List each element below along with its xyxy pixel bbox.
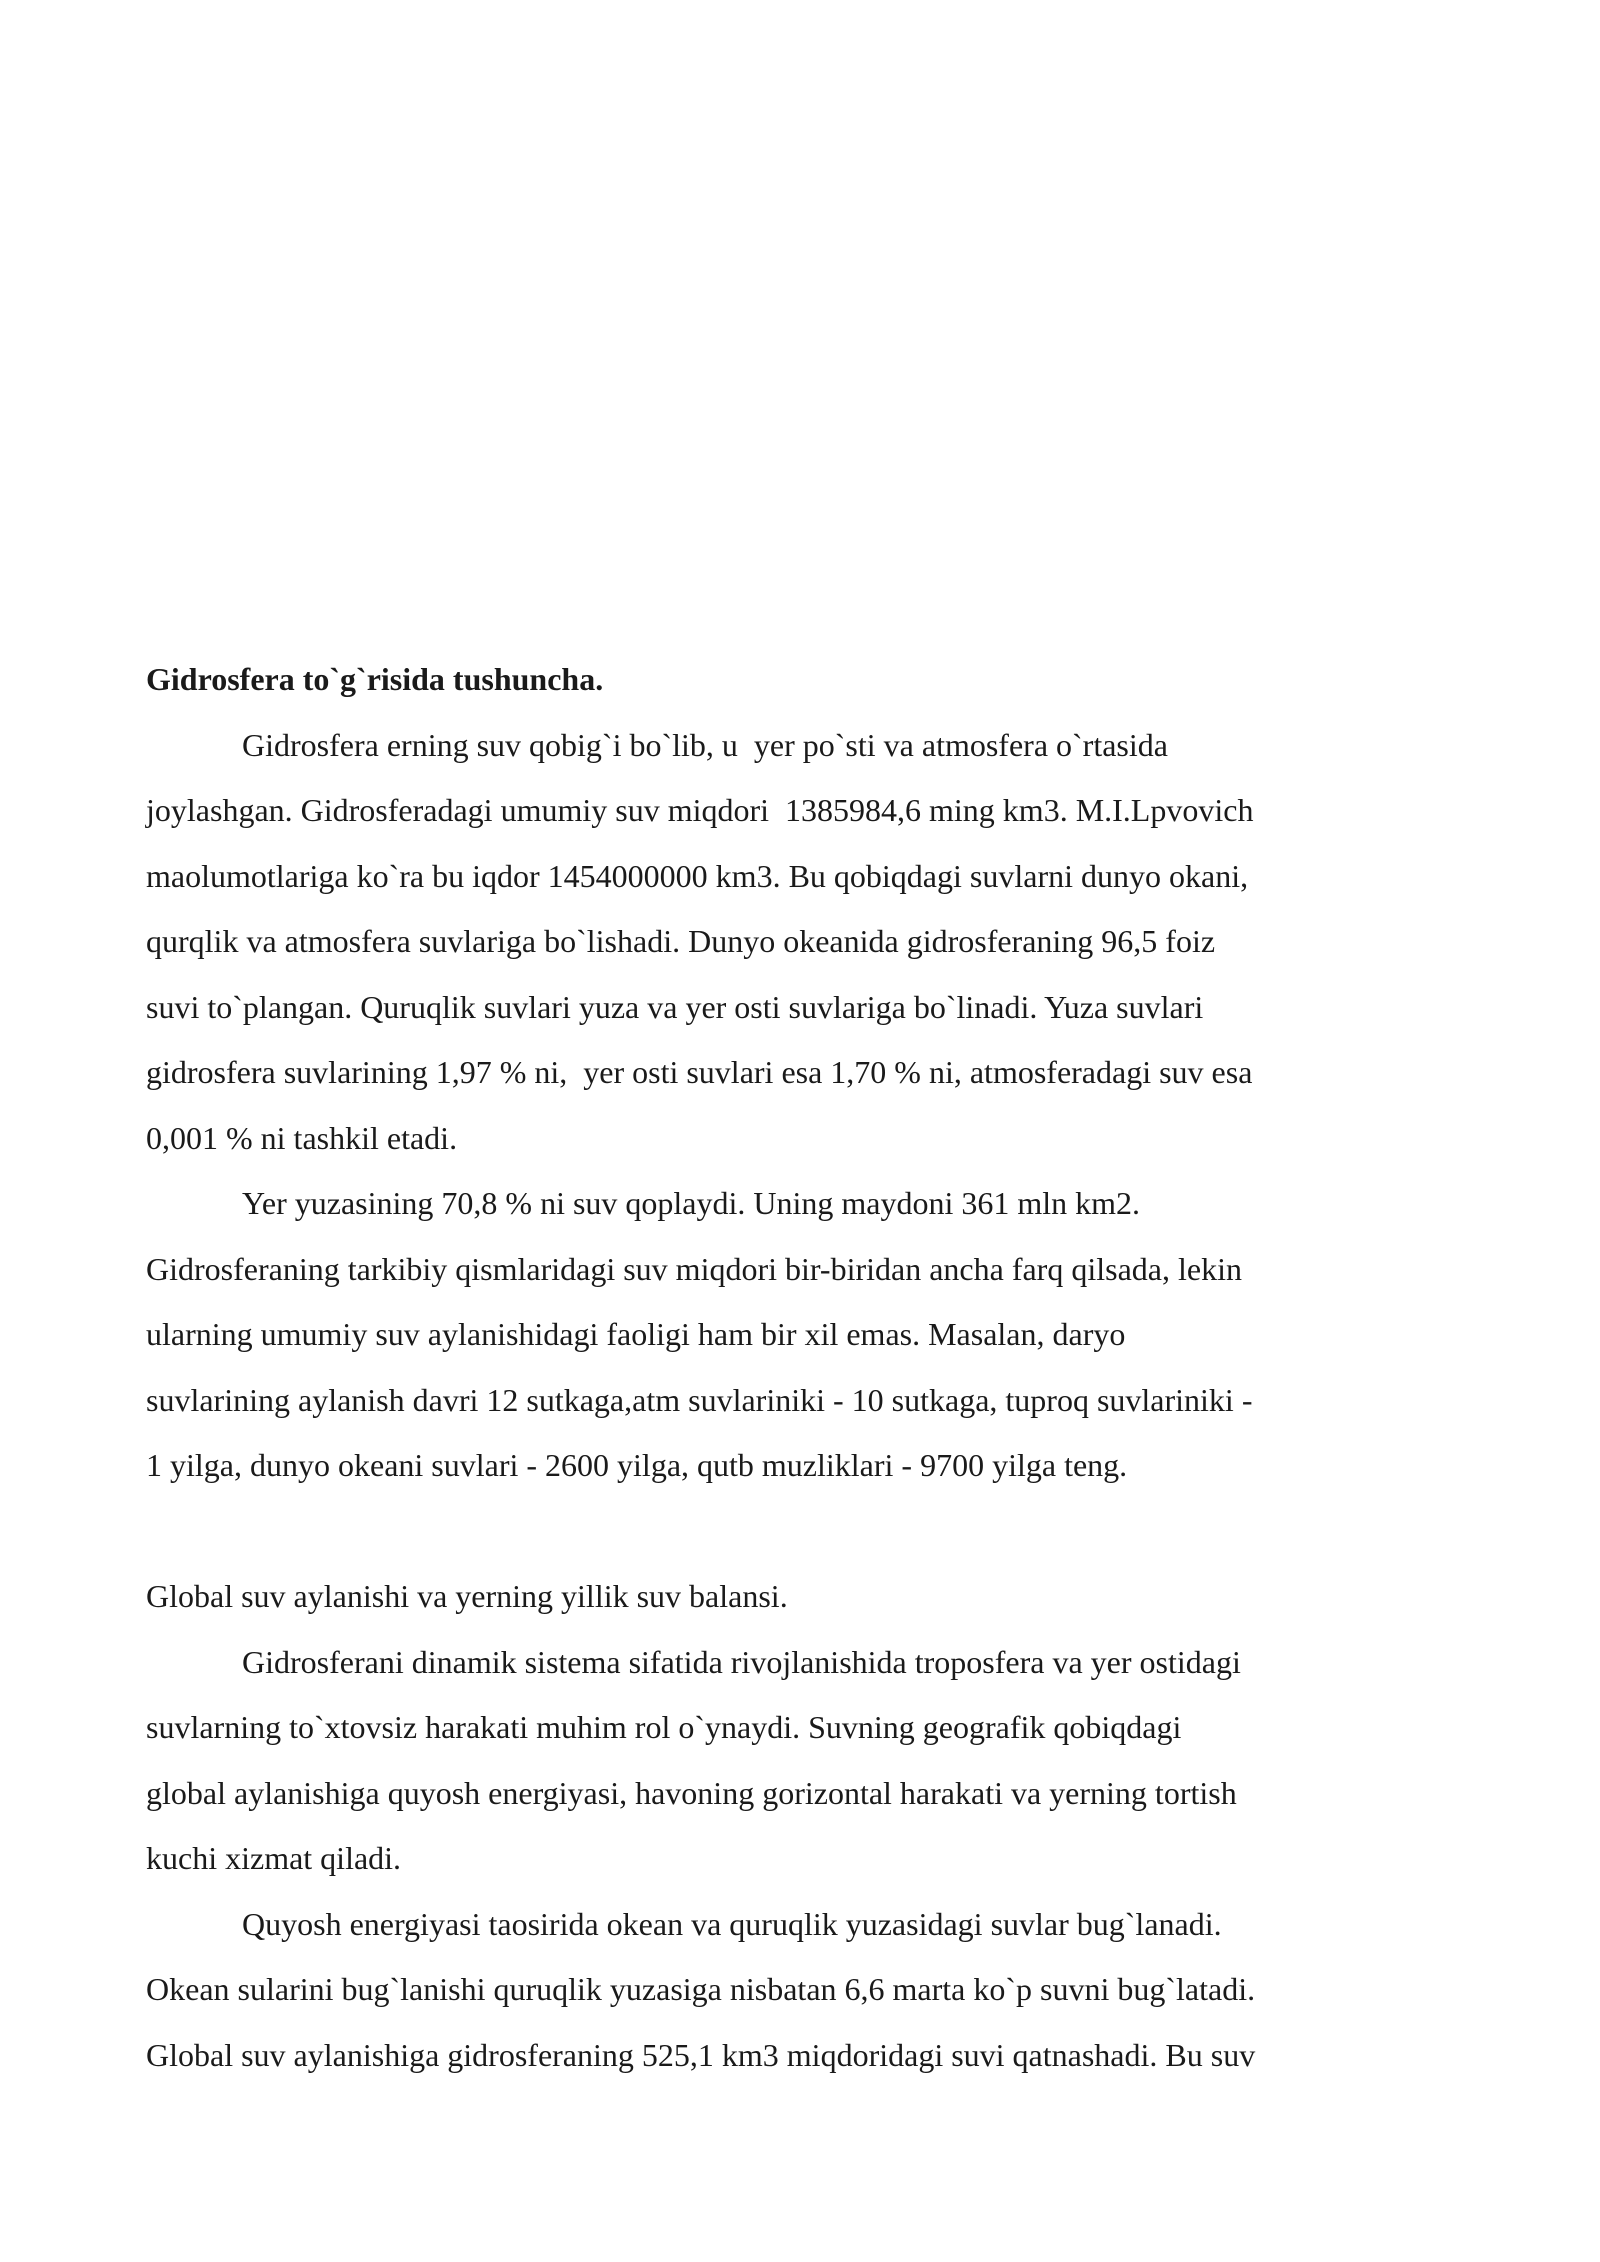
paragraph-line: qurqlik va atmosfera suvlariga bo`lishadi. Dunyo okeanida gidrosferaning 96,5 foiz	[146, 923, 1216, 959]
paragraph-line: Gidrosfera erning suv qobig`i bo`lib, u yer po`sti va atmosfera o`rtasida	[242, 726, 1168, 763]
paragraph-line: Gidrosferaning tarkibiy qismlaridagi suv miqdori bir-biridan ancha farq qilsada, lekin	[146, 1250, 1242, 1287]
paragraph-line: suvi to`plangan. Quruqlik suvlari yuza va yer osti suvlariga bo`linadi. Yuza suvlari	[146, 988, 1204, 1025]
paragraph-line: Gidrosferani dinamik sistema sifatida rivojlanishida troposfera va yer ostidagi	[242, 1643, 1241, 1680]
paragraph-line: Okean sularini bug`lanishi quruqlik yuzasiga nisbatan 6,6 marta ko`p suvni bug`latadi.	[146, 1971, 1256, 2007]
paragraph-line: Yer yuzasining 70,8 % ni suv qoplaydi. Uning maydoni 361 mln km2.	[242, 1185, 1141, 1221]
blank-line	[146, 1499, 1466, 1565]
section-heading-water-cycle: Global suv aylanishi va yerning yillik suv balansi.	[146, 1578, 788, 1614]
paragraph-line: gidrosfera suvlarining 1,97 % ni, yer osti suvlari esa 1,70 % ni, atmosferadagi suv esa	[146, 1054, 1253, 1090]
paragraph-line: maolumotlariga ko`ra bu iqdor 1454000000 km3. Bu qobiqdagi suvlarni dunyo okani,	[146, 857, 1249, 894]
paragraph-line: kuchi xizmat qiladi.	[146, 1840, 402, 1876]
paragraph-line: 0,001 % ni tashkil etadi.	[146, 1119, 458, 1156]
paragraph-line: 1 yilga, dunyo okeani suvlari - 2600 yilga, qutb muzliklari - 9700 yilga teng.	[146, 1447, 1128, 1483]
section-heading-hydrosphere: Gidrosfera to`g`risida tushuncha.	[146, 661, 604, 697]
paragraph-line: suvlarining aylanish davri 12 sutkaga,atm suvlariniki - 10 sutkaga, tuproq suvlariniki -	[146, 1381, 1253, 1418]
paragraph-line: Global suv aylanishiga gidrosferaning 525,1 km3 miqdoridagi suvi qatnashadi. Bu suv	[146, 2036, 1256, 2073]
paragraph-line: joylashgan. Gidrosferadagi umumiy suv miqdori 1385984,6 ming km3. M.I.Lpvovich	[146, 792, 1254, 828]
paragraph-line: suvlarning to`xtovsiz harakati muhim rol o`ynaydi. Suvning geografik qobiqdagi	[146, 1709, 1182, 1745]
paragraph-line: ularning umumiy suv aylanishidagi faoligi ham bir xil emas. Masalan, daryo	[146, 1316, 1126, 1352]
paragraph-line: Quyosh energiyasi taosirida okean va quruqlik yuzasidagi suvlar bug`lanadi.	[242, 1905, 1222, 1942]
paragraph-line: global aylanishiga quyosh energiyasi, havoning gorizontal harakati va yerning tortish	[146, 1774, 1237, 1811]
document-page	[146, 647, 1466, 2088]
